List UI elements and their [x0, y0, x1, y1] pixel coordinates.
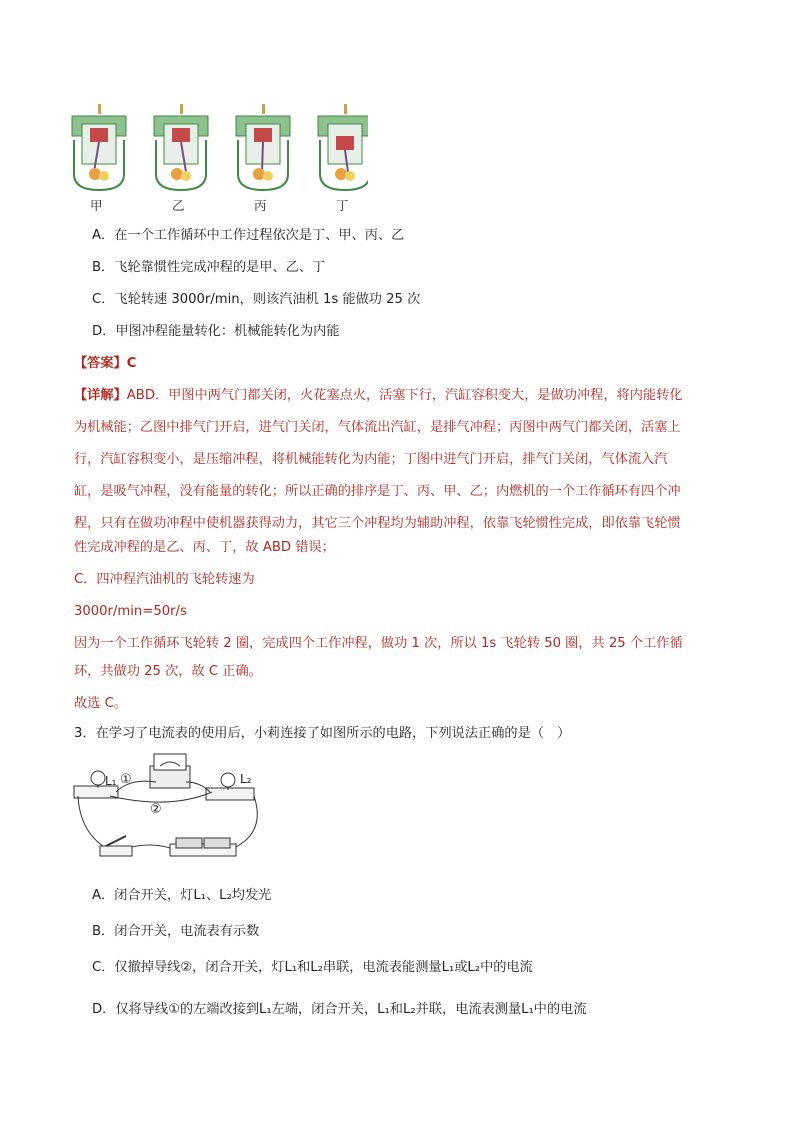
q2-option-b: B．飞轮靠惯性完成冲程的是甲、乙、丁 — [92, 260, 326, 275]
explanation-tag: 【详解】 — [74, 388, 127, 403]
bulb-l2-label: L₂ — [240, 772, 252, 786]
explanation-line-2: 为机械能；乙图中排气门开启，进气门关闭，气体流出汽缸，是排气冲程；丙图中两气门都关闭，活塞上 — [74, 420, 681, 435]
explanation-formula: 3000r/min=50r/s — [74, 604, 187, 619]
explanation-line-3: 行，汽缸容积变小，是压缩冲程，将机械能转化为内能；丁图中进气门开启，排气门关闭，气体流入汽 — [74, 452, 668, 467]
explanation-line-9: 因为一个工作循环飞轮转 2 圈，完成四个工作冲程，做功 1 次，所以 1s 飞轮转 50 圈，共 25 个工作循 — [74, 636, 683, 651]
engine-label-bing: 丙 — [254, 198, 267, 213]
q3-option-a: A．闭合开关，灯L₁、L₂均发光 — [92, 888, 272, 903]
explanation-line-6: 性完成冲程的是乙、丙、丁，故 ABD 错误； — [74, 540, 335, 555]
q3-stem: 3．在学习了电流表的使用后，小莉连接了如图所示的电路，下列说法正确的是（ ） — [74, 726, 571, 741]
explanation-conclusion: 故选 C。 — [74, 696, 127, 711]
engine-label-yi: 乙 — [172, 198, 185, 213]
answer-value: C — [126, 356, 137, 371]
q3-option-c: C．仅撤掉导线②，闭合开关，灯L₁和L₂串联，电流表能测量L₁或L₂中的电流 — [92, 960, 533, 975]
q3-option-b: B．闭合开关，电流表有示数 — [92, 924, 260, 939]
explanation-line-4: 缸，是吸气冲程，没有能量的转化；所以正确的排序是丁、丙、甲、乙；内燃机的一个工作循环有四个冲 — [74, 484, 681, 499]
q3-option-d: D．仅将导线①的左端改接到L₁左端，闭合开关，L₁和L₂并联，电流表测量L₁中的电流 — [92, 1002, 587, 1017]
q2-option-d: D．甲图冲程能量转化：机械能转化为内能 — [92, 324, 340, 339]
explanation-text-1: ABD．甲图中两气门都关闭，火花塞点火，活塞下行，汽缸容积变大，是做功冲程，将内能转化 — [126, 388, 683, 403]
circuit-figure — [70, 752, 270, 864]
q2-option-a: A．在一个工作循环中工作过程依次是丁、甲、丙、乙 — [92, 228, 405, 243]
explanation-line-5: 程，只有在做功冲程中使机器获得动力，其它三个冲程均为辅助冲程，依靠飞轮惯性完成，即依靠飞轮惯 — [74, 516, 681, 531]
engine-jia — [72, 104, 126, 190]
explanation-line-7: C．四冲程汽油机的飞轮转速为 — [74, 572, 255, 587]
explanation-line-10: 环，共做功 25 次，故 C 正确。 — [74, 664, 262, 679]
explanation-line-1 — [74, 388, 682, 404]
answer-line — [74, 356, 136, 372]
engine-strokes-figure — [68, 100, 368, 210]
engine-yi — [154, 104, 208, 190]
bulb-l1-label: L₁ — [105, 774, 117, 788]
engine-ding — [318, 104, 368, 190]
answer-tag: 【答案】 — [74, 356, 127, 371]
wire-2-label: ② — [150, 802, 162, 817]
wire-1-label: ① — [120, 772, 132, 787]
engine-bing — [236, 104, 290, 190]
engine-label-ding: 丁 — [336, 198, 349, 213]
engine-label-jia: 甲 — [90, 198, 103, 213]
q2-option-c: C．飞轮转速 3000r/min，则该汽油机 1s 能做功 25 次 — [92, 292, 421, 307]
